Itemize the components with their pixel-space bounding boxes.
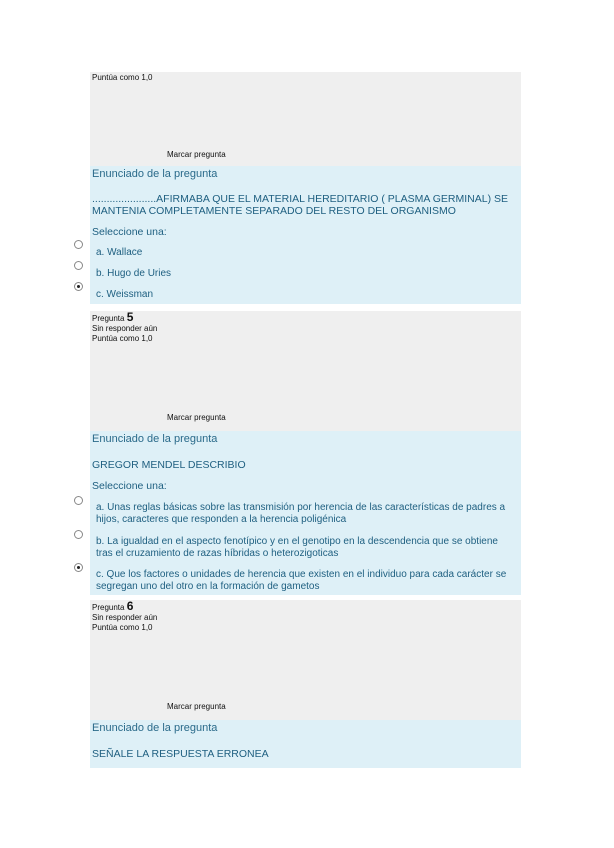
question-state: Sin responder aún [92,613,158,622]
flag-question-link[interactable]: Marcar pregunta [167,150,226,159]
radio-option-c[interactable] [74,282,83,291]
question-text: ......................AFIRMABA QUE EL MATERIAL HEREDITARIO ( PLASMA GERMINAL) SE MANTENIA COMPLETAMENTE SEPARADO DEL RESTO DEL ORGANISMO [92,193,509,217]
question-6-info [90,600,521,720]
option-b-label[interactable]: b. La igualdad en el aspecto fenotípico y en el genotipo en la descendencia que se obtiene tras el cruzamiento de razas híbridas o heterozigoticas [96,536,498,559]
formulation-title: Enunciado de la pregunta [92,168,218,180]
option-b-label[interactable]: b. Hugo de Uries [96,268,172,279]
question-prefix: Pregunta [92,314,125,323]
question-5-formulation [90,431,521,595]
option-c-label[interactable]: c. Que los factores o unidades de herencia que existen en el individuo para cada carácter se segregan uno del otro en la formación de gametos [96,569,507,592]
option-a-label[interactable]: a. Unas reglas básicas sobre las transmisión por herencia de las características de padres a hijos, caracteres que responden a la herencia poligénica [96,502,506,525]
question-4-formulation [90,166,521,304]
score-label: Puntúa como 1,0 [92,73,153,82]
select-one-label: Seleccione una: [92,480,167,492]
score-label: Puntúa como 1,0 [92,334,153,343]
select-one-label: Seleccione una: [92,226,167,238]
question-6 [90,600,521,768]
question-4 [90,72,521,304]
question-text: SEÑALE LA RESPUESTA ERRONEA [92,748,269,760]
question-6-formulation [90,720,521,768]
question-4-info [90,72,521,166]
formulation-title: Enunciado de la pregunta [92,433,218,445]
question-5 [90,311,521,595]
radio-option-c[interactable] [74,563,83,572]
flag-question-link[interactable]: Marcar pregunta [167,702,226,711]
question-state: Sin responder aún [92,324,158,333]
question-number: 6 [126,599,134,613]
radio-option-a[interactable] [74,496,83,505]
question-number: 5 [126,310,134,324]
flag-question-link[interactable]: Marcar pregunta [167,413,226,422]
score-label: Puntúa como 1,0 [92,623,153,632]
question-text: GREGOR MENDEL DESCRIBIO [92,459,246,471]
formulation-title: Enunciado de la pregunta [92,722,218,734]
question-5-info [90,311,521,431]
radio-option-b[interactable] [74,261,83,270]
option-c-label[interactable]: c. Weissman [96,289,154,300]
question-prefix: Pregunta [92,603,125,612]
radio-option-a[interactable] [74,240,83,249]
radio-option-b[interactable] [74,530,83,539]
option-a-label[interactable]: a. Wallace [96,247,143,258]
